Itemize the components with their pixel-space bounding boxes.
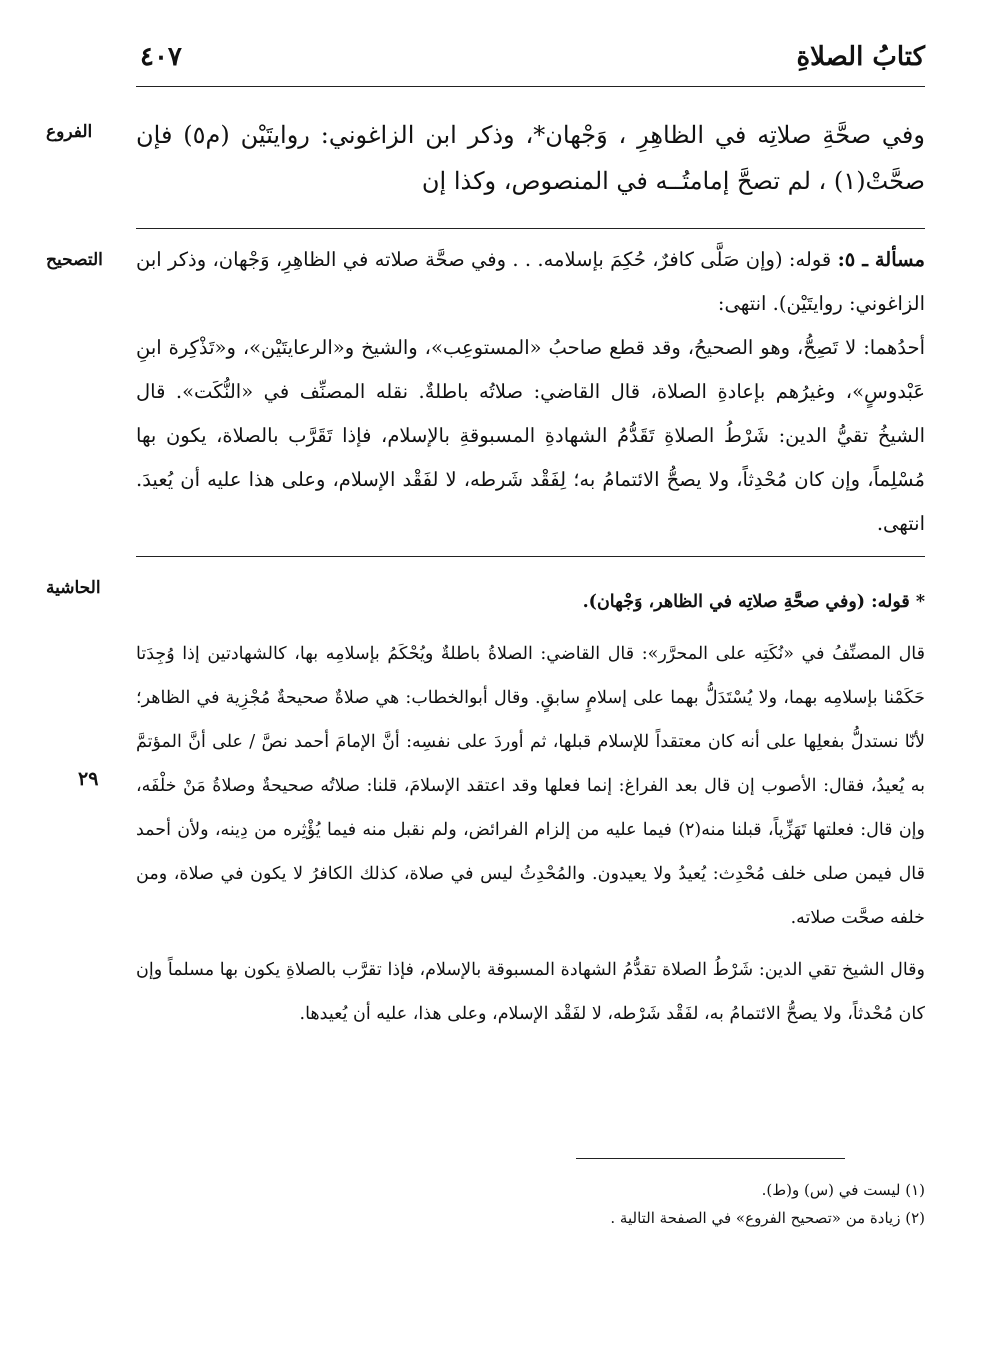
hashiya-paragraph-2: وقال الشيخ تقي الدين: شَرْطُ الصلاة تقدُّمُ الشهادة المسبوقة بالإسلام، فإذا تقرَّب بالصلاةِ يكون بها مسلماً وإن كان مُحْدثاً، ولا يصحُّ الائتمامُ به، لفَقْد شَرْطه، لا لفَقْد الإسلام، وعلى هذا، عليه أن يُعيدها. — [136, 960, 925, 1024]
section-label-furu: الفروع — [46, 122, 93, 142]
section-rule-hashiya — [136, 556, 925, 557]
header-rule — [136, 86, 925, 87]
section-label-tashih: التصحيح — [46, 250, 103, 270]
main-text: وفي صحَّةِ صلاتِه في الظاهِرِ ، وَجْهان*، وذكر ابن الزاغوني: روايتَيْن (م٥) فإن صحَّتْ(١) ، لم تصحَّ إمامتُــه في المنصوص، وكذا إن — [136, 121, 925, 195]
margin-number: ٢٩ — [78, 768, 99, 790]
tashih-quote: قوله: (وإن صَلَّى كافرٌ، حُكِمَ بإسلامه. . . وفي صحَّة صلاته في الظاهِرِ، وَجْهان، وذكر ابن الزاغوني: روايتَيْن). انتهى: — [136, 248, 925, 315]
tashih-paragraph-2: أحدُهما: لا تَصِحُّ، وهو الصحيحُ، وقد قطع صاحبُ «المستوعِب»، والشيخ و«الرعايتَيْن»، و«تَذْكِرة ابنِ عَبْدوسٍ»، وغيرُهم بإعادةِ الصلاة، قال القاضي: صلاتُه باطلةٌ. نقله المصنِّف في «النُّكَت». قال الشيخُ تقيُّ الدين: شَرْطُ الصلاةِ تَقَدُّمُ الشهادةِ المسبوقةِ بالإسلام، فإذا تَقَرَّب بالصلاة، يكون بها مُسْلِماً، وإن كان مُحْدِثاً، ولا يصحُّ الائتمامُ به؛ لِفَقْد شَرطه، لا لفَقْد الإسلام، وعلى هذا عليه أن يُعيدَ. انتهى. — [136, 336, 925, 535]
hashiya-paragraph-1: قال المصنِّفُ في «نُكَتِه على المحرَّر»: قال القاضي: الصلاةُ باطلةٌ ويُحْكَمُ بإسلامِه بها، كالشهادتين إذا وُجِدَتا حَكَمْنا بإسلامِه بهما، ولا يُسْتَدَلُّ بهما على إسلامٍ سابقٍ. وقال أبوالخطاب: هي صلاةٌ صحيحةٌ مُجْزِية في الظاهر؛ لأنّا نستدلُّ بفعلِها على أنه كان معتقداً للإسلام قبلها، ثم أوردَ على نفسِه: أنَّ الإمامَ أحمد نصَّ / على أنَّ المؤتمَّ به يُعيدُ، فقال: الأصوب إن قال بعد الفراغ: إنما فعلها وقد اعتقد الإسلامَ، قلنا: صلاتُه صحيحةٌ وصلاةُ مَنْ خلْفَه، وإن قال: فعلتها تَهَزِّياً، قبلنا منه(٢) فيما عليه من إلزام الفرائض، ولم نقبل منه فيما يُؤْثِره من دِينه، ولأن أحمد قال فيمن صلى خلف مُحْدِث: يُعيدُ ولا يعيدون. والمُحْدِثُ ليس في صلاة، كذلك الكافرُ لا يكون في صلاة، ومن خلفه صحَّت صلاته. — [136, 644, 925, 928]
footnote-1: (١) ليست في (س) و(ط). — [761, 1181, 925, 1199]
hashiya-section — [136, 580, 925, 1036]
running-title: كتابُ الصلاةِ — [796, 42, 925, 72]
section-label-hashiya: الحاشية — [46, 578, 101, 598]
issue-number: مسألة ـ ٥: — [837, 248, 926, 271]
footnote-2: (٢) زيادة من «تصحيح الفروع» في الصفحة التالية . — [610, 1209, 925, 1227]
hashiya-lead: * قوله: (وفي صحَّةِ صلاتِه في الظاهر، وَجْهان). — [582, 592, 925, 612]
tashih-section — [136, 238, 925, 546]
footnotes — [136, 1176, 925, 1232]
section-rule-tashih — [136, 228, 925, 229]
footnote-rule — [576, 1158, 845, 1159]
tashih-paragraph-1 — [136, 238, 925, 326]
page-number: ٤٠٧ — [140, 42, 182, 72]
